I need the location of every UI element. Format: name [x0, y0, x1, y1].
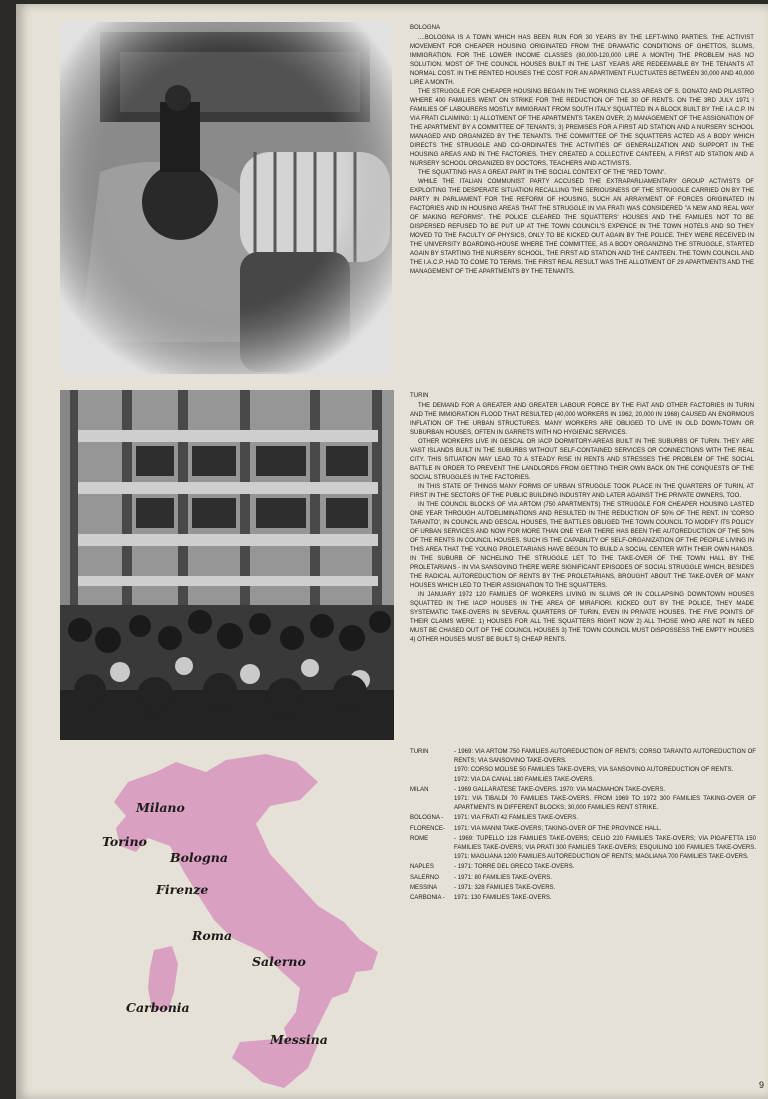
- turin-paragraph: THE DEMAND FOR A GREATER AND GREATER LABOUR FORCE BY THE FIAT AND OTHER FACTORIES IN TURIN AND THE IMMIGRATION FLOOD THAT RESULTED (40,000 WORKERS IN 1962, 20,000 IN 1968) CAUSED AN ENORMOUS INFLATION OF THE URBAN STRUCTURES. MANY WORKERS ARE OBLIGED TO LIVE IN OLD DOWN-TOWN OR SUBURBAN HOUSES, OFTEN IN GARRETS WITH NO HYGIENIC SERVICES.: [410, 403, 754, 436]
- chronology-entries: [454, 874, 756, 883]
- turin-paragraph: IN JANUARY 1972 120 FAMILIES OF WORKERS LIVING IN SLUMS OR IN COLLAPSING DOWNTOWN HOUSES SQUATTED IN THE IACP HOUSES IN THE AREA OF MIRAFIORI. KICKED OUT BY THE POLICE, THEY MADE SYSTEMATIC TAKE-OVERS IN SEVERAL QUARTERS OF TURIN, EVEN IN PRIVATE HOUSES. THE FIVE POINTS OF THEIR CLAIMS WERE: 1) HOUSES FOR ALL THE SQUATTERS RIGHT NOW 2) ALL THOSE WHO ARE NOT IN NEED MUST BE CHASED OUT OF THE COUNCIL HOUSES 3) THE TOWN COUNCIL MUST DISPOSSESS THE EMPTY HOUSES 4) OTHER HOUSES MUST BE BUILT 5) CHEAP RENTS.: [410, 592, 754, 643]
- chronology-city: TURIN: [410, 749, 429, 755]
- chronology-entries: [454, 894, 756, 903]
- chronology-entries: [454, 884, 756, 893]
- chronology-row: [410, 884, 756, 893]
- chronology-city: ROME: [410, 835, 429, 842]
- chronology-city: MILAN: [410, 786, 429, 793]
- chronology-city: SALERNO: [410, 874, 439, 881]
- italy-map: [56, 742, 396, 1094]
- page-number: 9: [759, 1080, 765, 1090]
- map-label-torino: Torino: [102, 834, 147, 849]
- chronology-city: NAPLES: [410, 864, 434, 871]
- map-label-roma: Roma: [192, 928, 233, 943]
- chronology-city: CARBONIA -: [410, 895, 445, 902]
- chronology-entries: [454, 825, 756, 834]
- chronology-entry: 1970: CORSO MOLISE 50 FAMILIES TAKE-OVERS, VIA SANSOVINO AUTOREDUCTION OF RENTS.: [454, 767, 734, 774]
- chronology-entry: - 1971: 328 FAMILIES TAKE-OVERS.: [454, 884, 556, 891]
- map-label-salerno: Salerno: [252, 954, 306, 969]
- chronology-row: [410, 863, 756, 872]
- chronology-row: [410, 814, 756, 823]
- chronology-row: [410, 874, 756, 883]
- turin-paragraph: OTHER WORKERS LIVE IN GESCAL OR IACP DORMITORY-AREAS BUILT IN THE SUBURBS OF TURIN. THEY ARE VAST ISLANDS BUILT IN THE SUBURBS WITHOUT SELF-CONTAINED SERVICES OR CONNECTIONS WITH THE REAL CITY. THIS SITUATION MAY LEAD TO A STEADY RISE IN RENTS AND STRESSES THE PROBLEM OF THE SOCIAL BATTLE IN ORDER TO PREVENT THE LANDLORDS FROM GETTING THEIR OWN BACK ON THE CONQUESTS OF THE SOCIAL STRUGGLES IN THE FACTORIES.: [410, 439, 754, 481]
- turin-heading: TURIN: [410, 393, 429, 399]
- housing-block-crowd-photo: [60, 390, 394, 740]
- chronology-entries: [454, 835, 756, 863]
- map-label-milano: Milano: [136, 800, 185, 815]
- chronology-city: BOLOGNA -: [410, 815, 444, 822]
- chronology-row: [410, 894, 756, 903]
- magazine-page: [16, 4, 768, 1099]
- turin-article: [410, 392, 754, 645]
- chronology-city: FLORENCE-: [410, 825, 445, 832]
- chronology-entry: 1971: VIA MANNI TAKE-OVERS; TAKING-OVER OF THE PROVINCE HALL.: [454, 825, 662, 832]
- bologna-paragraph: THE SQUATTING HAS A GREAT PART IN THE SOCIAL CONTEXT OF THE "RED TOWN".: [418, 170, 666, 176]
- squatters-belongings-photo: [60, 22, 392, 374]
- chronology-entries: [454, 863, 756, 872]
- chronology-entries: [454, 748, 756, 785]
- chronology-entry: 1971: 130 FAMILIES TAKE-OVERS.: [454, 895, 552, 902]
- bologna-paragraph: WHILE THE ITALIAN COMMUNIST PARTY ACCUSED THE EXTRAPARLIAMENTARY GROUP ACTIVISTS OF EXPLOITING THE DESPERATE SITUATION RECALLING THE SERIOUSNESS OF THE STRUGGLE CARRIED ON BY THE PARTY IN PARLIAMENT FOR THE REFORM OF HOUSING, SUCH AN ARRAYMENT OF FORCES ORIGINATED IN FACTORIES AND IN HOUSING AREAS THAT THE STRUGGLE IN VIA FRATI WAS CONSIDERED "A NEW AND REAL WAY OF MAKING REFORMS". THE POLICE CLEARED THE SQUATTERS' HOUSES AND THE FAMILIES NOT TO BE DISPERSED REFUSED TO BE PUT UP AT THE TOWN COUNCIL'S EXPENCE IN THE TOWN HOTELS AND SO THEY MOVED TO THE FACULTY OF PHYSICS, ONLY TO BE KICKED OUT AGAIN BY THE POLICE. THEY WERE RECEIVED IN THE UNIVERSITY BOARDING-HOUSE WHERE THE COMMITTEE, AS A BODY ORGANIZING THE STRUGGLE, STARTED AGAIN BY STARTING THE NURSERY SCHOOL, THE FIRST AID STATION AND THE CANTEEN. THE TOWN COUNCIL AND THE I.A.C.P. HAD TO COME TO TERMS. THE FIRST REAL RESULT WAS THE ALLOTMENT OF 29 APARTMENTS AND THE MANAGEMENT OF THE APARTMENTS BY THE TENANTS.: [410, 179, 754, 275]
- bologna-paragraph: THE STRUGGLE FOR CHEAPER HOUSING BEGAN IN THE WORKING CLASS AREAS OF S. DONATO AND PILASTRO WHERE 400 FAMILIES WENT ON STRIKE FOR THE REDUCTION OF THE 30 OF RENTS. ON THE 3RD JULY 1971 ! FAMILIES OF LABOURERS MOSTLY IMMIGRANT FROM SOUTH ITALY SQUATTED IN A BLOCK BUILT BY THE I.A.C.P. IN VIA FRATI CLAIMING: 1) ALLOTMENT OF THE APARTMENTS TAKEN OVER; 2) MANAGEMENT OF THE ASSIGNATION OF THE APARTMENT BY A COMMITTEE OF TENANTS; 3) PREMISES FOR A FIRST AID STATION AND A NURSERY SCHOOL MANAGED AND ORGANIZED BY THE TENANTS. THE COMMITTEE OF THE SQUATTERS ACTED AS A BODY WHICH DIRECTS THE STRUGGLE AND CO-ORDINATES THE ACTIVITIES OF GENERALIZATION AND SUPPORT IN THE HOUSING AREAS AND IN THE FACTORIES. THEY CREATED A COLLECTIVE CANTEEN, A FIRST AID STATION AND A NURSERY SCHOOL ORGANIZED BY DOCTORS, TEACHERS AND ACTIVISTS.: [410, 89, 754, 167]
- chronology-entry: 1972: VIA DA CANAL 180 FAMILIES TAKE-OVERS.: [454, 776, 595, 783]
- map-label-firenze: Firenze: [156, 882, 209, 897]
- bologna-heading: BOLOGNA: [410, 25, 441, 31]
- housing-struggles-chronology: [410, 748, 756, 904]
- map-label-messina: Messina: [270, 1032, 328, 1047]
- chronology-entry: - 1971: TORRE DEL GRECO TAKE-OVERS.: [454, 864, 575, 871]
- chronology-entry: - 1971: 80 FAMILIES TAKE-OVERS.: [454, 874, 552, 881]
- bologna-paragraph: ....BOLOGNA IS A TOWN WHICH HAS BEEN RUN FOR 30 YEARS BY THE LEFT-WING PARTIES. THE ACTIVIST MOVEMENT FOR CHEAPER HOUSING ORIGINATED FROM THE DRAMATIC CONDITIONS OF GHETTOS, SLUMS, IMMIGRATION. FOR THE LOWER INCOME CLASSES (80,000-120,000 LIRE A MONTH) THE PROBLEM HAS NO SOLUTION. MOST OF THE COUNCIL HOUSES BUILT IN THE LAST YEARS ARE REDEEMABLE BY THE TENANTS AT NORMAL COST. IN THE RENTED HOUSES THE COST FOR AN APARTMENT FLUCTUATES BETWEEN 30,000 AND 40,000 LIRE A MONTH.: [410, 35, 754, 86]
- map-label-carbonia: Carbonia: [126, 1000, 190, 1015]
- turin-paragraph: IN THIS STATE OF THINGS MANY FORMS OF URBAN STRUGGLE TOOK PLACE IN THE QUARTERS OF TURIN, AT FIRST IN THE SECTORS OF THE PUBLIC BUILDING INDUSTRY AND LATER AGAINST THE PRIVATE OWNERS, TOO.: [410, 484, 754, 499]
- chronology-row: [410, 748, 756, 785]
- chronology-city: MESSINA: [410, 884, 438, 891]
- bologna-article: [410, 24, 754, 277]
- chronology-entry: 1971: VIA TIBALDI 70 FAMILIES TAKE-OVERS. FROM 1969 TO 1972 300 FAMILIES TAKING-OVER OF APARTMENTS IN DIFFERENT BLOCKS; 30,000 FAMILIES RENT STRIKE.: [454, 796, 756, 812]
- chronology-row: [410, 825, 756, 834]
- chronology-entry: - 1969: VIA ARTOM 750 FAMILIES AUTOREDUCTION OF RENTS; CORSO TARANTO AUTOREDUCTION OF RENTS; VIA SANSOVINO TAKE-OVERS.: [454, 749, 756, 765]
- chronology-entry: - 1969 GALLARATESE TAKE-OVERS. 1970: VIA MACMAHON TAKE-OVERS.: [454, 786, 666, 793]
- map-label-bologna: Bologna: [170, 850, 228, 865]
- turin-paragraph: IN THE COUNCIL BLOCKS OF VIA ARTOM (750 APARTMENTS) THE STRUGGLE FOR CHEAPER HOUSING LASTED ONE YEAR THROUGH AUTOELIMINATIONS AND RESULTED IN THE REDUCTION OF 50% OF THE RENT. IN 'CORSO TARANTO', IN COUNCIL AND GESCAL HOUSES, THE BATTLES OBLIGED THE TOWN COUNCIL TO MODIFY ITS POLICY OF URBAN SERVICES AND NOW FOR MORE THAN ONE YEAR THERE HAS BEEN THE AUTOREDUCTION OF THE 50% OF THE RENTS IN COUNCIL HOUSES. SUCH IS THE CAPABILITY OF SELF-ORGANIZATION OF THE PEOPLE LIVING IN THIS AREA THAT THE YOUNG PROLETARIANS HAVE BEGUN TO BUILD A SOCIAL CENTER WITH THEIR OWN HANDS. IN THE SUBURB OF NICHELINO THE STRUGGLE LET TO THE TAKE-OVER OF THE TOWN HALL BY THE PROLETARIANS - IN VIA SANSOVINO THERE WERE SIGNIFICANT EPISODES OF SOCIAL STRUGGLE WHICH, BESIDES THE RADICAL AUTOREDUCTION OF RENTS BY THE PROLETARIANS, BROUGHT ABOUT THE TAKE-OVER OF MANY HOUSES WHICH LED TO THEIR ASSIGNATION TO THE SQUATTERS.: [410, 502, 754, 589]
- chronology-entry: - 1969: TUPELLO 128 FAMILIES TAKE-OVERS; CELIO 220 FAMILIES TAKE-OVERS; VIA PIGAFETTA 150 FAMILIES TAKE-OVERS; VIA PRATI 300 FAMILIES TAKE-OVERS; ESQUILINO 100 FAMILIES TAKE-OVERS. 1971: MAGLIANA 1200 FAMILIES AUTOREDUCTION OF RENTS; MAGLIANA 700 FAMILIES TAKE-OVERS.: [454, 835, 756, 861]
- chronology-row: [410, 786, 756, 814]
- chronology-entries: [454, 814, 756, 823]
- chronology-entries: [454, 786, 756, 814]
- chronology-row: [410, 835, 756, 863]
- chronology-entry: 1971: VIA FRATI 42 FAMILIES TAKE-OVERS.: [454, 815, 579, 822]
